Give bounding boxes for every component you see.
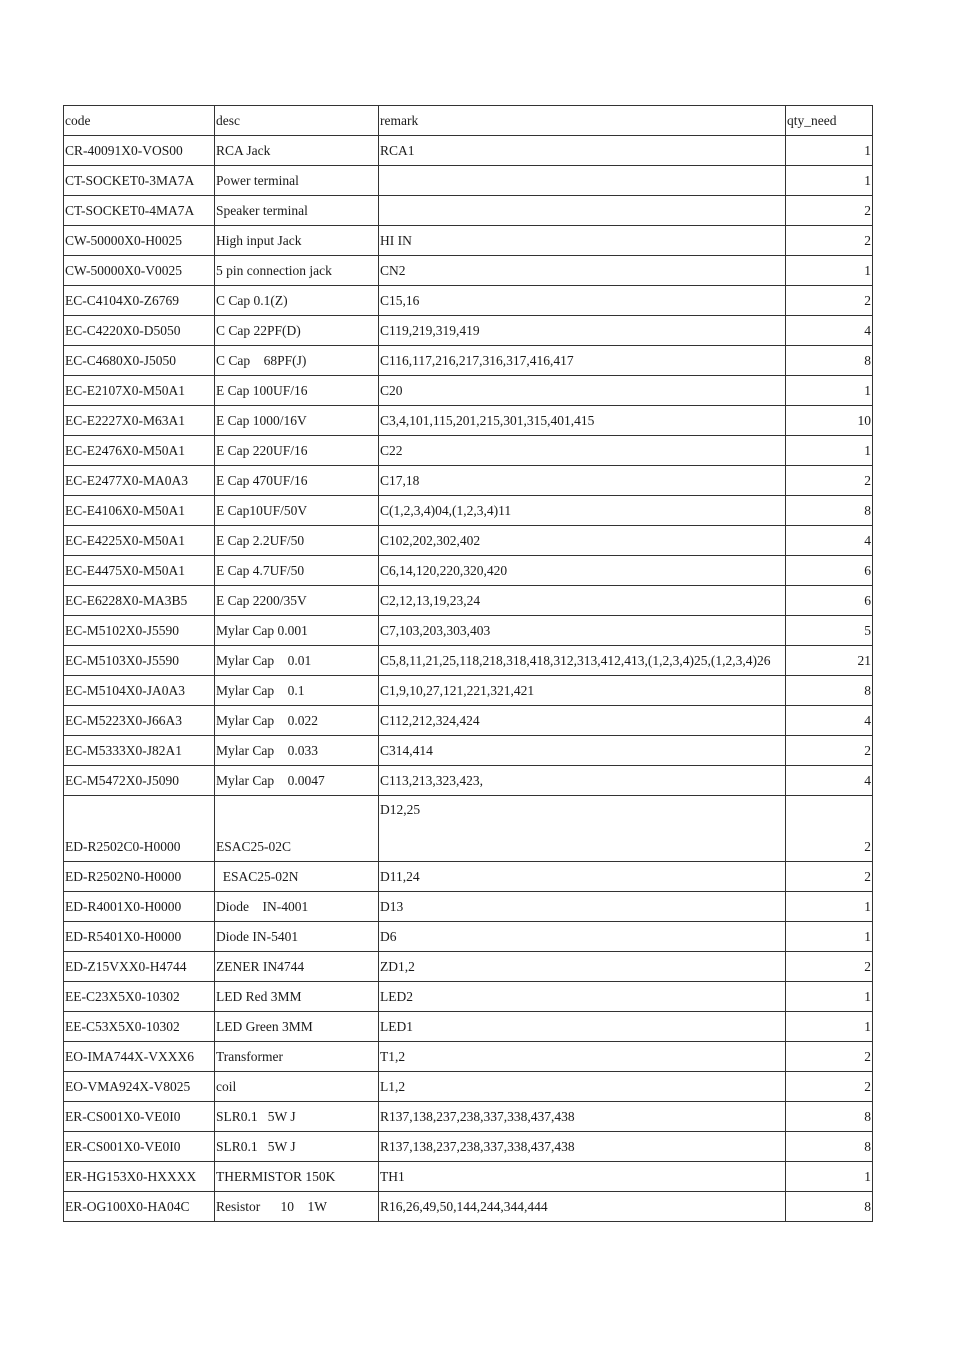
cell-remark: C2,12,13,19,23,24 [379, 586, 786, 616]
header-code: code [64, 106, 215, 136]
table-row [64, 346, 873, 376]
cell-desc: Mylar Cap 0.033 [215, 736, 379, 766]
cell-remark: D11,24 [379, 862, 786, 892]
cell-qty: 2 [786, 466, 873, 496]
table-row [64, 706, 873, 736]
cell-code: EC-E4475X0-M50A1 [64, 556, 215, 586]
cell-qty: 8 [786, 496, 873, 526]
cell-qty: 2 [786, 736, 873, 766]
cell-desc: Speaker terminal [215, 196, 379, 226]
cell-code: ED-R4001X0-H0000 [64, 892, 215, 922]
cell-qty: 2 [786, 862, 873, 892]
cell-qty: 1 [786, 436, 873, 466]
cell-desc: E Cap 100UF/16 [215, 376, 379, 406]
table-row [64, 616, 873, 646]
cell-remark: C15,16 [379, 286, 786, 316]
cell-desc: Mylar Cap 0.022 [215, 706, 379, 736]
table-row [64, 676, 873, 706]
table-row [64, 586, 873, 616]
cell-desc: Mylar Cap 0.01 [215, 646, 379, 676]
cell-code: EC-C4220X0-D5050 [64, 316, 215, 346]
cell-code: ED-R2502C0-H0000 [64, 796, 215, 862]
cell-desc: RCA Jack [215, 136, 379, 166]
table-row [64, 196, 873, 226]
cell-qty: 2 [786, 196, 873, 226]
cell-desc: Transformer [215, 1042, 379, 1072]
cell-qty: 10 [786, 406, 873, 436]
cell-desc: THERMISTOR 150K [215, 1162, 379, 1192]
cell-qty: 8 [786, 346, 873, 376]
cell-code: EC-E2107X0-M50A1 [64, 376, 215, 406]
table-row [64, 766, 873, 796]
cell-qty: 1 [786, 256, 873, 286]
cell-remark: C112,212,324,424 [379, 706, 786, 736]
table-row [64, 736, 873, 766]
table-row [64, 136, 873, 166]
table-row [64, 526, 873, 556]
cell-desc: Mylar Cap 0.1 [215, 676, 379, 706]
cell-qty: 2 [786, 226, 873, 256]
cell-code: CW-50000X0-V0025 [64, 256, 215, 286]
cell-remark: C102,202,302,402 [379, 526, 786, 556]
cell-code: CT-SOCKET0-3MA7A [64, 166, 215, 196]
cell-code: EC-E4225X0-M50A1 [64, 526, 215, 556]
cell-desc: E Cap 4.7UF/50 [215, 556, 379, 586]
cell-code: EC-E2476X0-M50A1 [64, 436, 215, 466]
cell-remark: C3,4,101,115,201,215,301,315,401,415 [379, 406, 786, 436]
table-row [64, 952, 873, 982]
cell-qty: 5 [786, 616, 873, 646]
table-row [64, 1162, 873, 1192]
cell-remark: C119,219,319,419 [379, 316, 786, 346]
cell-code: EE-C23X5X0-10302 [64, 982, 215, 1012]
cell-desc: Diode IN-5401 [215, 922, 379, 952]
cell-qty: 21 [786, 646, 873, 676]
cell-qty: 1 [786, 166, 873, 196]
cell-remark: C17,18 [379, 466, 786, 496]
cell-desc: ESAC25-02C [215, 796, 379, 862]
cell-remark: RCA1 [379, 136, 786, 166]
table-row [64, 922, 873, 952]
table-row [64, 1102, 873, 1132]
table-row [64, 226, 873, 256]
cell-desc: E Cap 220UF/16 [215, 436, 379, 466]
cell-desc: ZENER IN4744 [215, 952, 379, 982]
cell-remark: C5,8,11,21,25,118,218,318,418,312,313,412,413,(1,2,3,4)25,(1,2,3,4)26 [379, 646, 786, 676]
cell-remark: C(1,2,3,4)04,(1,2,3,4)11 [379, 496, 786, 526]
cell-qty: 4 [786, 526, 873, 556]
table-row [64, 256, 873, 286]
cell-remark: LED2 [379, 982, 786, 1012]
header-desc: desc [215, 106, 379, 136]
cell-remark: T1,2 [379, 1042, 786, 1072]
cell-remark: D13 [379, 892, 786, 922]
table-row [64, 1012, 873, 1042]
cell-qty: 1 [786, 1162, 873, 1192]
table-row [64, 1042, 873, 1072]
cell-remark: C1,9,10,27,121,221,321,421 [379, 676, 786, 706]
table-row [64, 376, 873, 406]
cell-desc: ESAC25-02N [215, 862, 379, 892]
cell-remark: R137,138,237,238,337,338,437,438 [379, 1132, 786, 1162]
cell-code: EC-C4680X0-J5050 [64, 346, 215, 376]
cell-code: EC-E2477X0-MA0A3 [64, 466, 215, 496]
table-row [64, 982, 873, 1012]
cell-desc: Mylar Cap 0.001 [215, 616, 379, 646]
table-row [64, 496, 873, 526]
table-row [64, 406, 873, 436]
cell-remark: TH1 [379, 1162, 786, 1192]
table-row [64, 436, 873, 466]
header-remark: remark [379, 106, 786, 136]
cell-desc: SLR0.1 5W J [215, 1132, 379, 1162]
cell-qty: 8 [786, 1192, 873, 1222]
cell-code: ER-CS001X0-VE0I0 [64, 1102, 215, 1132]
cell-remark: L1,2 [379, 1072, 786, 1102]
cell-remark: C116,117,216,217,316,317,416,417 [379, 346, 786, 376]
cell-desc: coil [215, 1072, 379, 1102]
cell-qty: 6 [786, 586, 873, 616]
cell-remark: C113,213,323,423, [379, 766, 786, 796]
cell-qty: 4 [786, 706, 873, 736]
cell-desc: Power terminal [215, 166, 379, 196]
cell-code: ER-OG100X0-HA04C [64, 1192, 215, 1222]
cell-qty: 2 [786, 952, 873, 982]
cell-qty: 1 [786, 922, 873, 952]
cell-remark [379, 196, 786, 226]
table-row [64, 1132, 873, 1162]
cell-remark: D12,25 [379, 796, 786, 862]
cell-qty: 1 [786, 982, 873, 1012]
header-qty: qty_need [786, 106, 873, 136]
table-row [64, 1072, 873, 1102]
cell-desc: E Cap10UF/50V [215, 496, 379, 526]
cell-remark: C7,103,203,303,403 [379, 616, 786, 646]
cell-desc: High input Jack [215, 226, 379, 256]
cell-code: EO-IMA744X-VXXX6 [64, 1042, 215, 1072]
cell-remark: LED1 [379, 1012, 786, 1042]
cell-remark: C22 [379, 436, 786, 466]
cell-code: EC-M5333X0-J82A1 [64, 736, 215, 766]
cell-qty: 1 [786, 136, 873, 166]
cell-qty: 8 [786, 676, 873, 706]
cell-desc: LED Red 3MM [215, 982, 379, 1012]
cell-qty: 1 [786, 1012, 873, 1042]
cell-desc: LED Green 3MM [215, 1012, 379, 1042]
cell-remark: D6 [379, 922, 786, 952]
bom-table [63, 105, 873, 1222]
cell-desc: SLR0.1 5W J [215, 1102, 379, 1132]
cell-code: EC-M5102X0-J5590 [64, 616, 215, 646]
cell-desc: C Cap 0.1(Z) [215, 286, 379, 316]
cell-qty: 2 [786, 796, 873, 862]
cell-code: EO-VMA924X-V8025 [64, 1072, 215, 1102]
cell-remark: ZD1,2 [379, 952, 786, 982]
cell-code: EC-E6228X0-MA3B5 [64, 586, 215, 616]
table-row [64, 166, 873, 196]
cell-code: EC-M5223X0-J66A3 [64, 706, 215, 736]
cell-qty: 2 [786, 1042, 873, 1072]
cell-remark: C6,14,120,220,320,420 [379, 556, 786, 586]
table-row [64, 1192, 873, 1222]
table-row [64, 466, 873, 496]
cell-code: ED-R2502N0-H0000 [64, 862, 215, 892]
cell-qty: 6 [786, 556, 873, 586]
cell-code: EC-C4104X0-Z6769 [64, 286, 215, 316]
cell-code: EC-M5103X0-J5590 [64, 646, 215, 676]
cell-remark: C20 [379, 376, 786, 406]
cell-code: ER-HG153X0-HXXXX [64, 1162, 215, 1192]
table-row [64, 892, 873, 922]
cell-code: EE-C53X5X0-10302 [64, 1012, 215, 1042]
cell-qty: 2 [786, 286, 873, 316]
cell-desc: C Cap 22PF(D) [215, 316, 379, 346]
cell-code: CR-40091X0-VOS00 [64, 136, 215, 166]
cell-qty: 1 [786, 892, 873, 922]
cell-code: EC-E2227X0-M63A1 [64, 406, 215, 436]
cell-desc: E Cap 2.2UF/50 [215, 526, 379, 556]
table-row [64, 316, 873, 346]
table-row [64, 556, 873, 586]
cell-desc: E Cap 470UF/16 [215, 466, 379, 496]
cell-qty: 8 [786, 1102, 873, 1132]
cell-remark [379, 166, 786, 196]
cell-desc: Mylar Cap 0.0047 [215, 766, 379, 796]
cell-code: ED-R5401X0-H0000 [64, 922, 215, 952]
cell-remark: HI IN [379, 226, 786, 256]
cell-desc: Diode IN-4001 [215, 892, 379, 922]
cell-remark: R16,26,49,50,144,244,344,444 [379, 1192, 786, 1222]
cell-desc: Resistor 10 1W [215, 1192, 379, 1222]
cell-qty: 1 [786, 376, 873, 406]
cell-qty: 4 [786, 766, 873, 796]
table-row [64, 862, 873, 892]
cell-desc: 5 pin connection jack [215, 256, 379, 286]
cell-code: CT-SOCKET0-4MA7A [64, 196, 215, 226]
cell-qty: 8 [786, 1132, 873, 1162]
table-row [64, 796, 873, 862]
cell-code: ER-CS001X0-VE0I0 [64, 1132, 215, 1162]
cell-desc: E Cap 2200/35V [215, 586, 379, 616]
cell-desc: E Cap 1000/16V [215, 406, 379, 436]
cell-desc: C Cap 68PF(J) [215, 346, 379, 376]
cell-code: EC-E4106X0-M50A1 [64, 496, 215, 526]
cell-qty: 4 [786, 316, 873, 346]
table-row [64, 646, 873, 676]
table-row [64, 286, 873, 316]
cell-remark: R137,138,237,238,337,338,437,438 [379, 1102, 786, 1132]
cell-remark: CN2 [379, 256, 786, 286]
cell-code: EC-M5472X0-J5090 [64, 766, 215, 796]
table-body [64, 136, 873, 1222]
cell-code: EC-M5104X0-JA0A3 [64, 676, 215, 706]
header-row [64, 106, 873, 136]
cell-code: CW-50000X0-H0025 [64, 226, 215, 256]
cell-remark: C314,414 [379, 736, 786, 766]
cell-code: ED-Z15VXX0-H4744 [64, 952, 215, 982]
cell-qty: 2 [786, 1072, 873, 1102]
